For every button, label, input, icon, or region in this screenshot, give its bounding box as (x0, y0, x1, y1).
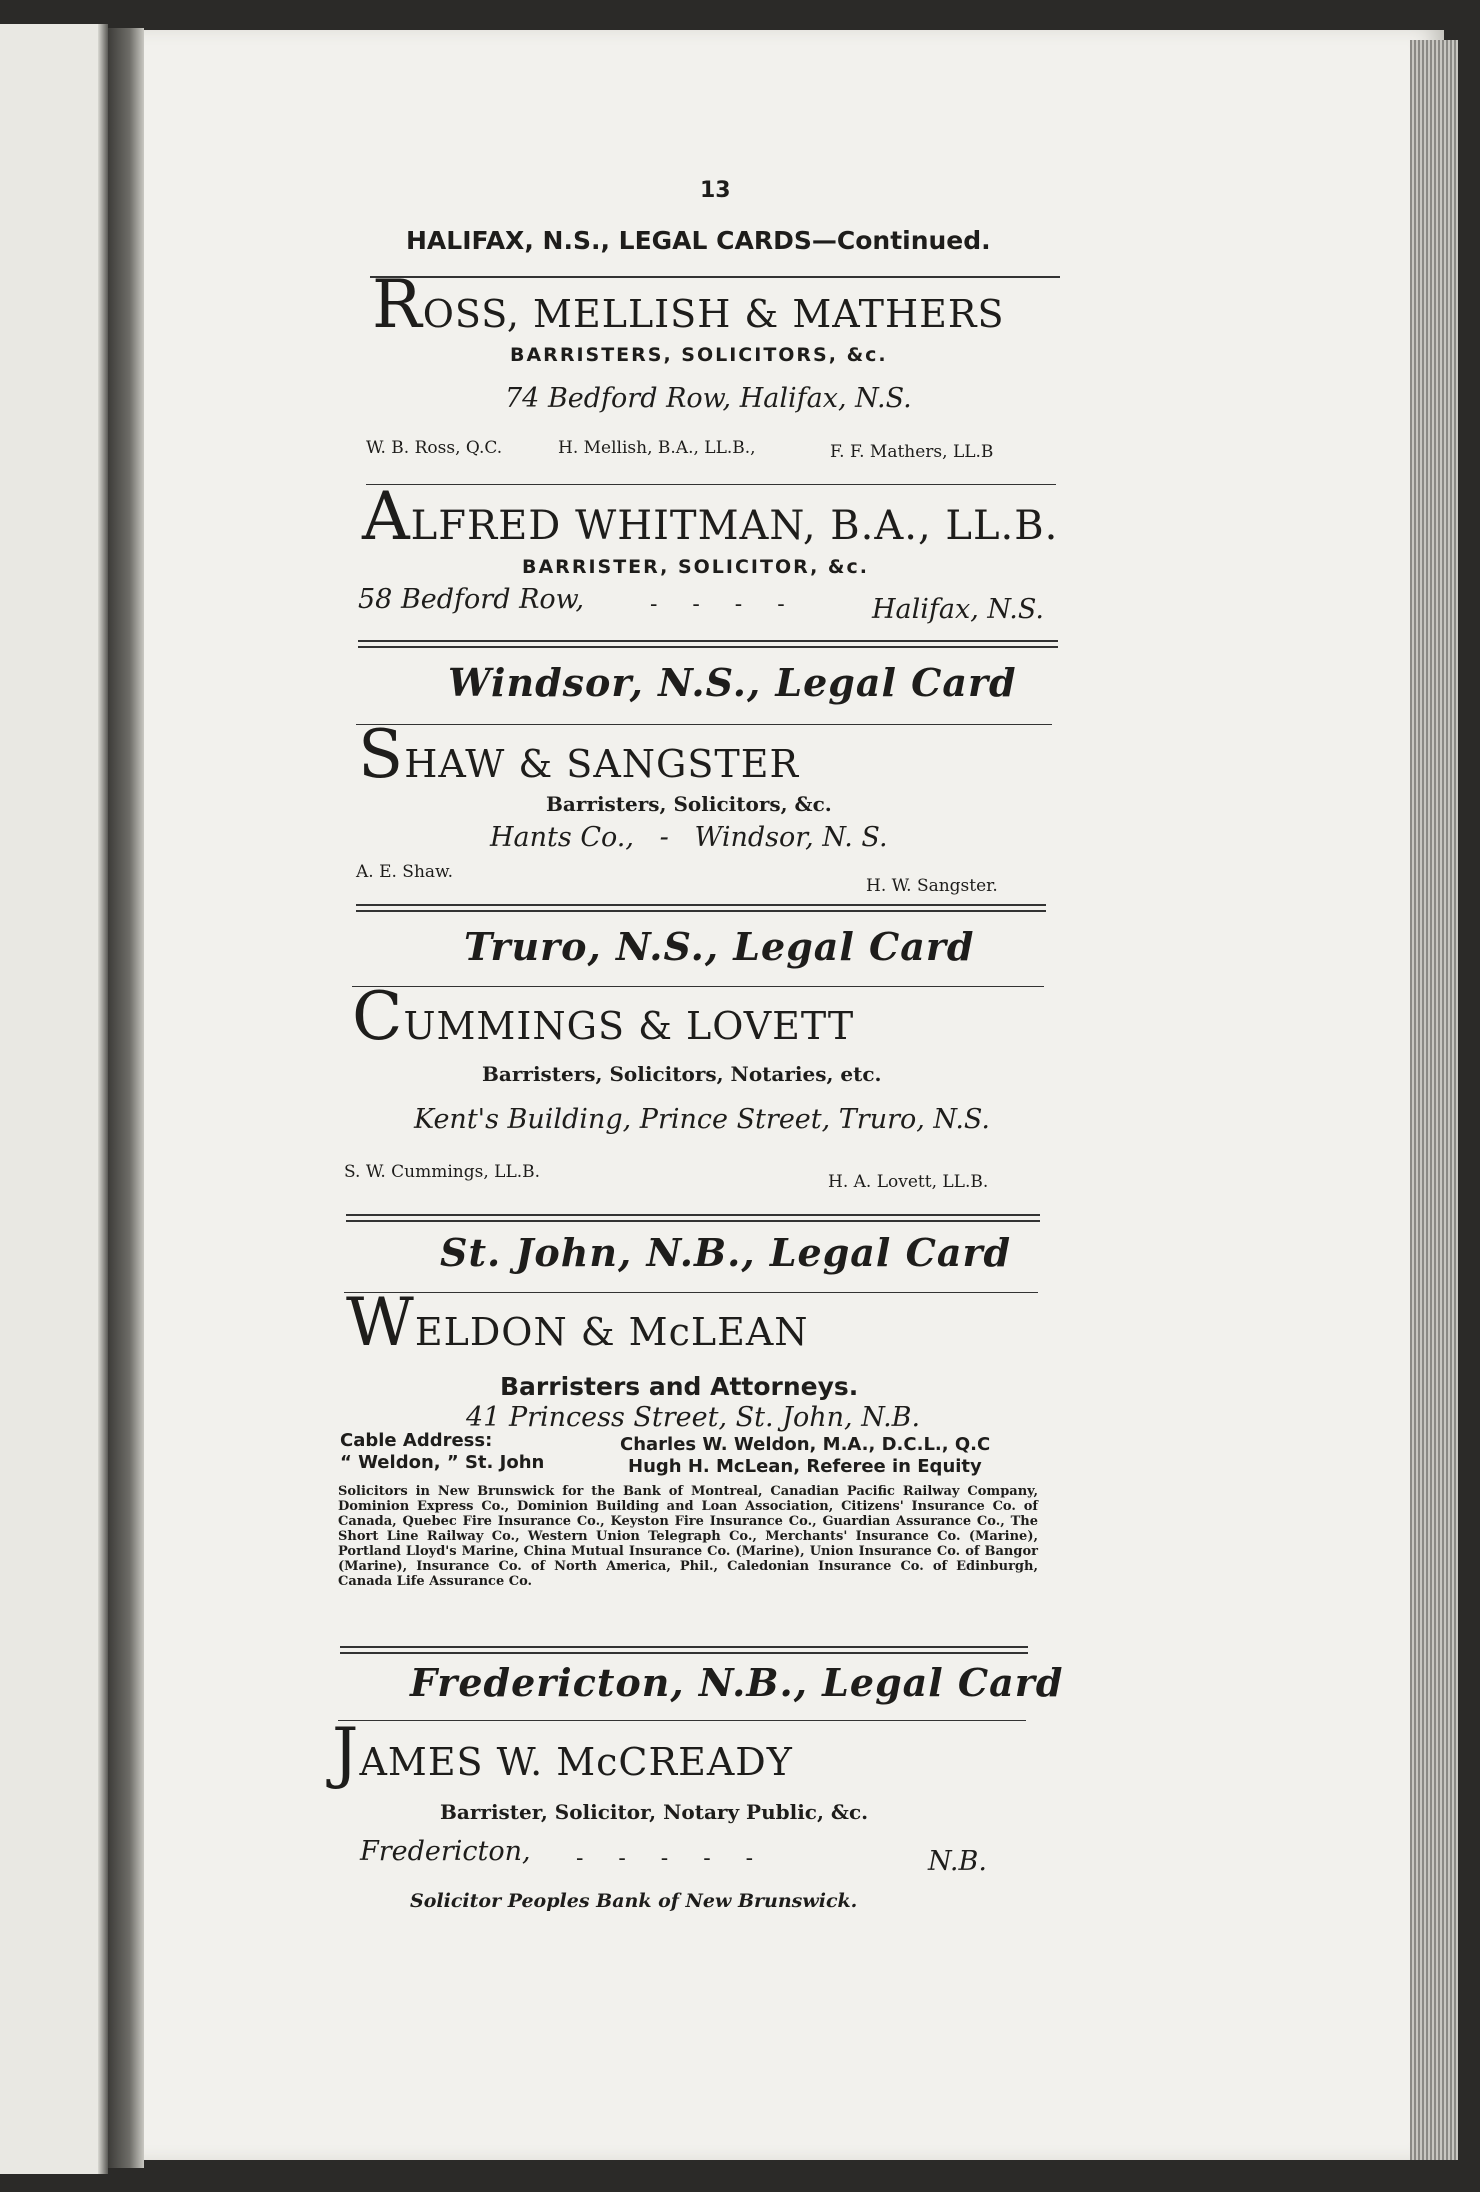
section-heading-truro: Truro, N.S., Legal Card (464, 924, 975, 969)
firm-title: Barrister, Solicitor, Notary Public, &c. (440, 1800, 869, 1824)
client-list: Solicitors in New Brunswick for the Bank of Montreal, Canadian Pacific Railway Company, Dominion Express Co., Dominion Building and Loan Association, Citizens' Insurance Co. of Canada, Quebec Fire Insurance Co., Keyston Fire Insurance Co., Guardian Assurance Co., The Short Line Railway Co., Western Union Telegraph Co., Merchants' Insurance Co. (Marine), Portland Lloyd's Marine, China Mutual Insurance Co. (Marine), Union Insurance Co. of Bangor (Marine), Insurance Co. of North America, Phil., Caledonian Insurance Co. of Edinburgh, Canada Life Assurance Co. (338, 1484, 1038, 1589)
firm-address: 74 Bedford Row, Halifax, N.S. (505, 383, 912, 414)
initial-cap: R (372, 266, 423, 343)
double-divider (346, 1214, 1040, 1222)
firm-title: BARRISTER, SOLICITOR, &c. (522, 556, 869, 578)
firm-address: Hants Co., - Windsor, N. S. (490, 822, 888, 853)
firm-name-text: OSS, MELLISH & MATHERS (422, 292, 1005, 336)
firm-title: Barristers, Solicitors, &c. (546, 792, 832, 816)
firm-title: Barristers and Attorneys. (500, 1372, 859, 1401)
firm-title: BARRISTERS, SOLICITORS, &c. (510, 344, 888, 366)
firm-address: 41 Princess Street, St. John, N.B. (466, 1402, 921, 1433)
firm-city: Halifax, N.S. (872, 594, 1044, 625)
firm-name-whitman (362, 478, 1059, 555)
partner: Charles W. Weldon, M.A., D.C.L., Q.C (620, 1434, 991, 1455)
double-divider (356, 904, 1046, 912)
firm-address: Kent's Building, Prince Street, Truro, N.S. (414, 1104, 991, 1135)
page-number: 13 (700, 178, 731, 203)
initial-cap: C (352, 978, 404, 1055)
partner: S. W. Cummings, LL.B. (344, 1162, 541, 1182)
firm-name-text: UMMINGS & LOVETT (403, 1004, 855, 1048)
firm-name-text: AMES W. McCREADY (359, 1740, 793, 1784)
partner: A. E. Shaw. (356, 862, 453, 882)
firm-name-text: ELDON & McLEAN (414, 1310, 809, 1354)
section-header: HALIFAX, N.S., LEGAL CARDS—Continued. (406, 226, 991, 255)
firm-title: Barristers, Solicitors, Notaries, etc. (482, 1062, 882, 1086)
cable-label: Cable Address: (340, 1430, 493, 1451)
firm-name-weldon (346, 1284, 809, 1361)
initial-cap: S (358, 716, 405, 793)
firm-name-text: LFRED WHITMAN, B.A., LL.B. (410, 503, 1059, 549)
partner: H. A. Lovett, LL.B. (828, 1172, 989, 1192)
partner: Hugh H. McLean, Referee in Equity (628, 1456, 982, 1477)
firm-name-ross (372, 266, 1005, 343)
firm-name-cummings (352, 978, 855, 1055)
cable-address: “ Weldon, ” St. John (340, 1452, 545, 1473)
section-heading-fredericton: Fredericton, N.B., Legal Card (410, 1660, 1064, 1705)
firm-note: Solicitor Peoples Bank of New Brunswick. (410, 1890, 858, 1912)
initial-cap: W (346, 1284, 415, 1361)
firm-name-mccready (332, 1714, 793, 1791)
leader-dashes: - - - - (650, 592, 785, 617)
firm-address: 58 Bedford Row, (358, 584, 585, 615)
initial-cap: A (362, 478, 411, 555)
firm-address: Fredericton, (360, 1836, 531, 1867)
partner: F. F. Mathers, LL.B (830, 442, 994, 462)
double-divider (340, 1646, 1028, 1654)
double-divider (358, 640, 1058, 648)
section-heading-windsor: Windsor, N.S., Legal Card (448, 660, 1017, 705)
firm-name-text: HAW & SANGSTER (404, 742, 800, 786)
partner: H. W. Sangster. (866, 876, 998, 896)
leader-dashes: - - - - - (576, 1846, 754, 1871)
initial-cap: J (332, 1714, 360, 1791)
partner: W. B. Ross, Q.C. (366, 438, 503, 458)
firm-city: N.B. (928, 1846, 987, 1877)
partner: H. Mellish, B.A., LL.B., (558, 438, 756, 458)
section-heading-st-john: St. John, N.B., Legal Card (440, 1230, 1012, 1275)
firm-name-shaw (358, 716, 800, 793)
